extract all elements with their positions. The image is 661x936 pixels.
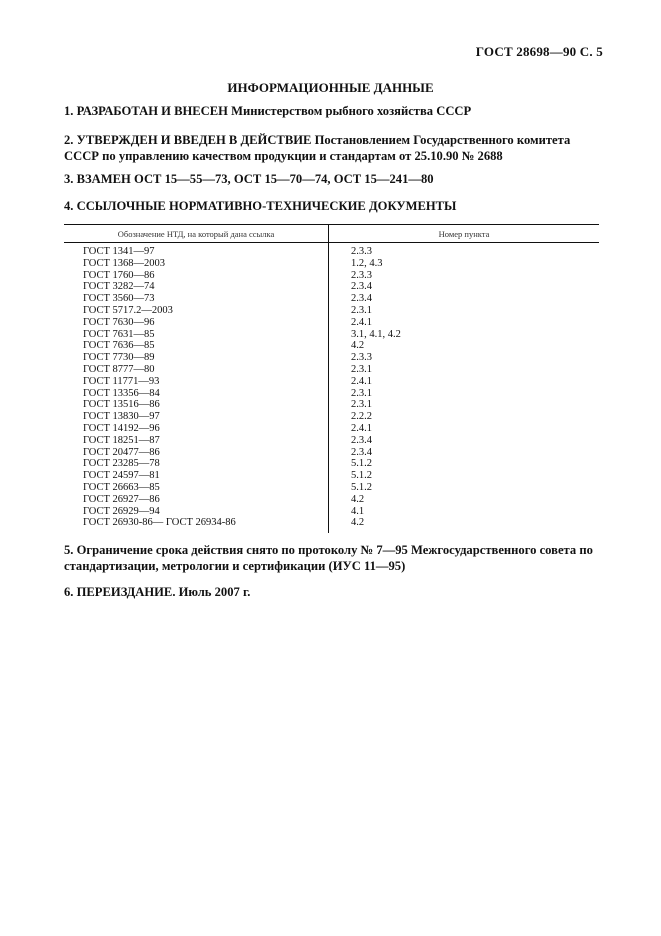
cell-clause: 2.3.4: [351, 293, 372, 305]
table-row: [64, 281, 599, 293]
cell-clause: 2.3.3: [351, 352, 372, 364]
cell-document: ГОСТ 1341—97: [64, 243, 329, 258]
table-row: [64, 352, 599, 364]
cell-document: ГОСТ 18251—87: [64, 435, 329, 447]
cell-clause: 4.2: [351, 340, 365, 352]
cell-clause: 5.1.2: [351, 481, 372, 493]
table-row: [64, 458, 599, 470]
section-lead: РАЗРАБОТАН И ВНЕСЕН: [76, 104, 228, 118]
cell-clause: 2.3.4: [351, 434, 372, 446]
cell-clause: 4.2: [351, 493, 365, 505]
cell-document: ГОСТ 1368—2003: [64, 258, 329, 270]
cell-document: ГОСТ 14192—96: [64, 423, 329, 435]
section-3: [64, 171, 604, 187]
section-lead: УТВЕРЖДЕН И ВВЕДЕН В ДЕЙСТВИЕ: [76, 133, 312, 147]
table-row: [64, 258, 599, 270]
cell-clause: 2.3.4: [351, 446, 372, 458]
table-row: [64, 506, 599, 518]
cell-document: ГОСТ 7631—85: [64, 329, 329, 341]
section-4: [64, 198, 604, 214]
cell-clause: 2.4.1: [351, 422, 372, 434]
cell-document: ГОСТ 7636—85: [64, 340, 329, 352]
cell-document: ГОСТ 13516—86: [64, 399, 329, 411]
cell-document: ГОСТ 24597—81: [64, 470, 329, 482]
cell-clause: 2.3.4: [351, 281, 372, 293]
table-row: [64, 270, 599, 282]
section-number: 1.: [64, 104, 74, 118]
table-row: [64, 340, 599, 352]
section-2: [64, 132, 604, 164]
cell-clause: 2.3.1: [351, 363, 372, 375]
table-row: [64, 317, 599, 329]
table-row: [64, 517, 599, 533]
cell-clause: 4.1: [351, 505, 365, 517]
cell-clause: 2.3.1: [351, 399, 372, 411]
column-header-clause: Номер пункта: [329, 225, 600, 243]
cell-clause: 5.1.2: [351, 470, 372, 482]
table-row: [64, 470, 599, 482]
cell-document: ГОСТ 7730—89: [64, 352, 329, 364]
page-title: ИНФОРМАЦИОННЫЕ ДАННЫЕ: [227, 80, 434, 95]
section-body: Ограничение срока действия снято по протоколу № 7—95 Межгосударственного совета по стандартизации, метрологии и сертификации (ИУС 11—95): [64, 543, 593, 573]
cell-document: ГОСТ 26930-86— ГОСТ 26934-86: [64, 517, 329, 533]
references-table: [64, 224, 599, 533]
table-row: [64, 447, 599, 459]
table-row: [64, 388, 599, 400]
cell-document: ГОСТ 8777—80: [64, 364, 329, 376]
cell-clause: 2.3.1: [351, 387, 372, 399]
section-number: 6.: [64, 585, 74, 599]
cell-clause: 2.4.1: [351, 375, 372, 387]
table-row: [64, 293, 599, 305]
section-body: Министерством рыбного хозяйства СССР: [231, 104, 472, 118]
cell-clause: 1.2, 4.3: [351, 257, 383, 269]
section-6: [64, 584, 604, 600]
section-number: 2.: [64, 133, 74, 147]
cell-document: ГОСТ 26927—86: [64, 494, 329, 506]
section-lead: ВЗАМЕН: [76, 172, 131, 186]
cell-document: ГОСТ 3560—73: [64, 293, 329, 305]
cell-document: ГОСТ 11771—93: [64, 376, 329, 388]
section-number: 4.: [64, 199, 74, 213]
cell-document: ГОСТ 7630—96: [64, 317, 329, 329]
cell-document: ГОСТ 13356—84: [64, 388, 329, 400]
section-1: [64, 103, 604, 119]
section-number: 3.: [64, 172, 74, 186]
section-body: ОСТ 15—55—73, ОСТ 15—70—74, ОСТ 15—241—80: [134, 172, 434, 186]
cell-clause: 4.2: [351, 517, 365, 529]
section-lead: ПЕРЕИЗДАНИЕ.: [76, 585, 176, 599]
table-row: [64, 243, 599, 258]
table-row: [64, 482, 599, 494]
cell-clause: 2.3.3: [351, 246, 372, 257]
cell-clause: 2.3.3: [351, 269, 372, 281]
table-row: [64, 364, 599, 376]
cell-document: ГОСТ 13830—97: [64, 411, 329, 423]
cell-document: ГОСТ 5717.2—2003: [64, 305, 329, 317]
cell-clause: 5.1.2: [351, 458, 372, 470]
table-header-row: [64, 225, 599, 243]
cell-document: ГОСТ 26663—85: [64, 482, 329, 494]
section-5: [64, 542, 604, 574]
table-row: [64, 399, 599, 411]
column-header-document: Обозначение НТД, на который дана ссылка: [64, 225, 329, 243]
section-body: Июль 2007 г.: [178, 585, 251, 599]
cell-clause: 3.1, 4.1, 4.2: [351, 328, 401, 340]
cell-clause: 2.4.1: [351, 316, 372, 328]
table-row: [64, 329, 599, 341]
cell-document: ГОСТ 26929—94: [64, 506, 329, 518]
cell-document: ГОСТ 20477—86: [64, 447, 329, 459]
table-row: [64, 435, 599, 447]
table-row: [64, 376, 599, 388]
section-number: 5.: [64, 543, 74, 557]
table-row: [64, 423, 599, 435]
table-row: [64, 411, 599, 423]
table-row: [64, 494, 599, 506]
table-body: [64, 243, 599, 534]
cell-document: ГОСТ 3282—74: [64, 281, 329, 293]
cell-document: ГОСТ 23285—78: [64, 458, 329, 470]
table-row: [64, 305, 599, 317]
document-code: ГОСТ 28698—90 С. 5: [475, 44, 603, 59]
section-body: Постановлением Государственного комитета СССР по управлению качеством продукции и стандартам от 25.10.90 № 2688: [64, 133, 571, 163]
cell-document: ГОСТ 1760—86: [64, 270, 329, 282]
cell-clause: 2.3.1: [351, 304, 372, 316]
section-lead: ССЫЛОЧНЫЕ НОРМАТИВНО-ТЕХНИЧЕСКИЕ ДОКУМЕНТЫ: [76, 199, 457, 213]
cell-clause: 2.2.2: [351, 411, 372, 423]
